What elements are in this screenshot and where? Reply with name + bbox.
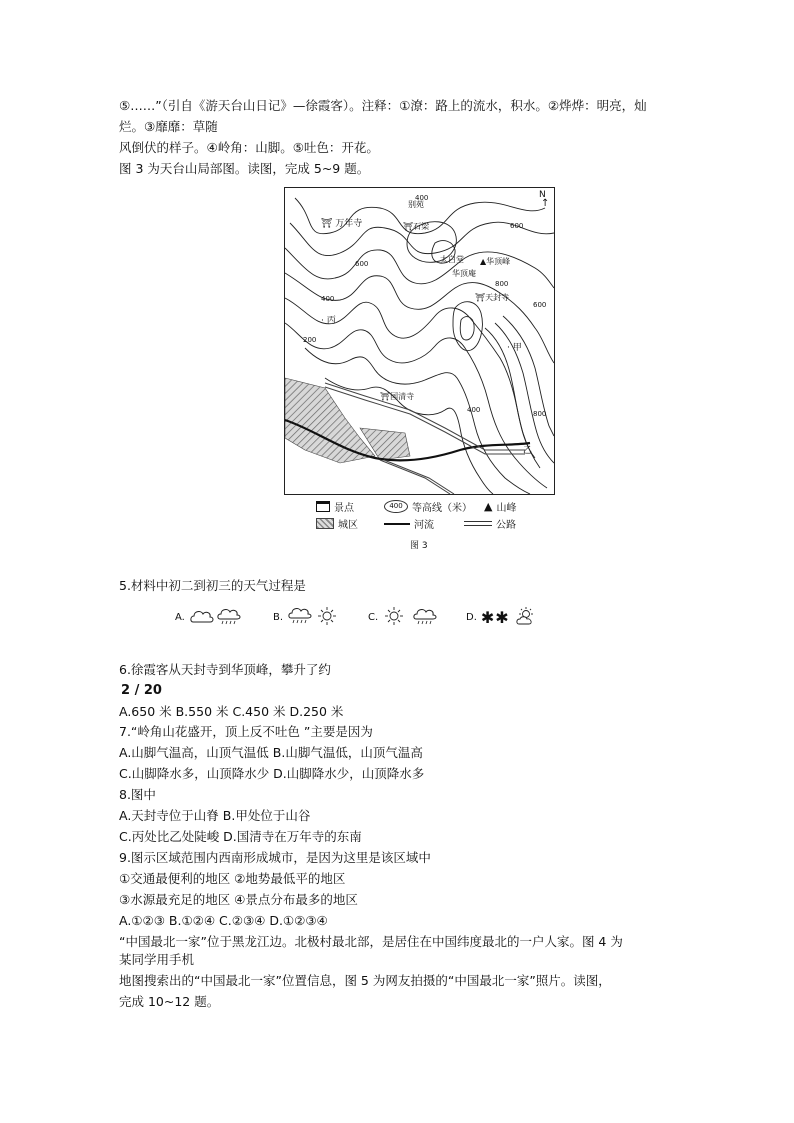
contour-value: 400 [321,295,335,303]
map-label-yi: 乙 [523,446,533,456]
contour-value: 600 [355,260,369,268]
cloud-icon [191,612,213,622]
cloud-rain-icon [218,610,240,619]
intro-line-4: 图 3 为天台山局部图。读图，完成 5~9 题。 [119,161,370,176]
q5-option-a[interactable]: A. [175,606,241,628]
map-label-jia: · 甲 [507,343,522,353]
map-legend [316,499,556,533]
q8-stem: 8.图中 [119,787,156,802]
q9-options: A.①②③ B.①②④ C.②③④ D.①②③④ [119,913,328,928]
contour-value: 400 [467,406,481,414]
q6-stem: 6.徐霞客从天封寺到华顶峰，攀升了约 [119,662,331,677]
q5-stem: 5.材料中初二到初三的天气过程是 [119,578,306,593]
contour-value: 800 [533,410,547,418]
map-label-guoqing: ⛩国清寺 [380,392,415,401]
legend-contour: 400 等高线（米） [384,499,472,514]
q5-option-b[interactable]: B. [273,606,339,628]
figure-caption: 图 3 [410,541,428,551]
sun-icon [385,607,403,625]
q8-options-row-1: A.天封寺位于山脊 B.甲处位于山谷 [119,808,311,823]
contour-value: 800 [495,280,509,288]
legend-city: 城区 [316,516,358,531]
city-hatch-icon [316,518,334,529]
next-intro-line-3: 地图搜索出的“中国最北一家”位置信息，图 5 为网友拍摄的“中国最北一家”照片。读图， [119,973,611,988]
contour-value: 600 [533,301,547,309]
q7-stem: 7.“岭角山花盛开，顶上反不吐色 ”主要是因为 [119,724,373,739]
legend-peak: ▲ 山峰 [484,500,517,514]
map-label-bing: · 丙 [321,316,336,326]
topographic-map [284,187,555,495]
contour-value: 400 [415,194,429,202]
contour-icon: 400 [384,500,408,513]
sun-icon [318,607,336,625]
peak-icon: ▲ [484,500,493,513]
road-icon [464,521,492,526]
city-area [285,378,375,463]
q9-statements-row-2: ③水源最充足的地区 ④景点分布最多的地区 [119,892,358,907]
contour-value: 600 [510,222,524,230]
map-label-taibai: 太白堂 [440,255,464,264]
q9-statements-row-1: ①交通最便利的地区 ②地势最低平的地区 [119,871,346,886]
q8-options-row-2: C.丙处比乙处陡峻 D.国清寺在万年寺的东南 [119,829,362,844]
next-intro-line-4: 完成 10~12 题。 [119,994,220,1009]
legend-scenic: 景点 [316,499,354,514]
intro-line-1: ⑤……”（引自《游天台山日记》—徐霞客）。注释：①潦：路上的流水，积水。②烨烨：明亮，灿 [119,98,647,113]
intro-line-3: 风倒伏的样子。④岭角：山脚。⑤吐色：开花。 [119,140,379,155]
cloud-rain-icon [289,609,311,618]
legend-river: 河流 [384,516,434,531]
contour-value: 200 [303,336,317,344]
q5-option-c[interactable]: C. [368,606,440,628]
river-icon [384,523,410,525]
q7-options-row-2: C.山脚降水多，山顶降水少 D.山脚降水少，山顶降水多 [119,766,425,781]
map-label-huading-an: 华顶庵 [452,269,476,278]
north-label: N [539,190,546,200]
map-label-wannian: ⛩ 万年寺 [321,219,363,229]
q7-options-row-1: A.山脚气温高，山顶气温低 B.山脚气温低，山顶气温高 [119,745,423,760]
north-arrow-icon: ↑ [541,198,550,209]
q5-option-d[interactable]: D. ✱✱ [466,606,538,628]
scenic-icon [316,501,330,512]
next-intro-line-1: “中国最北一家”位于黑龙江边。北极村最北部，是居住在中国纬度最北的一户人家。图 4 为 [119,934,623,949]
sun-cloud-icon [514,606,538,628]
q6-options: A.650 米 B.550 米 C.450 米 D.250 米 [119,704,344,719]
q9-stem: 9.图示区域范围内西南形成城市，是因为这里是该区域中 [119,850,431,865]
next-intro-line-2: 某同学用手机 [119,952,195,967]
map-label-bieyuan: 别苑 [408,200,424,209]
snow-icon: ✱✱ [480,607,510,627]
cloud-rain-icon [414,610,436,619]
map-label-huading: ▲华顶峰 [480,257,511,266]
page-number: 2 / 20 [121,683,162,698]
map-label-tianfeng: ⛩天封寺 [475,293,510,302]
intro-line-2: 烂。③靡靡：草随 [119,119,218,134]
map-label-shiliang: ⛩石梁 [403,222,430,231]
legend-road: 公路 [464,516,516,531]
